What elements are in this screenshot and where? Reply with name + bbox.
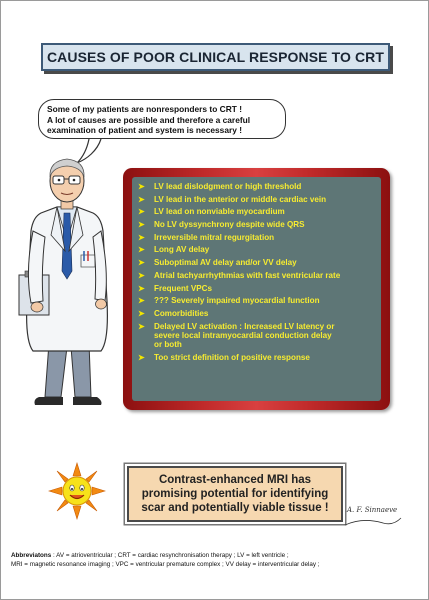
cause-item <box>138 195 375 205</box>
speech-bubble <box>38 99 286 139</box>
cause-text: Long AV delay <box>154 245 210 255</box>
arrow-icon: ➤ <box>138 283 145 293</box>
arrow-icon: ➤ <box>138 258 145 268</box>
abbreviations-note <box>11 552 421 569</box>
abbreviations-line-1: Abbreviatons : AV = atrioventricular ; CRT = cardiac resynchronisation therapy ; LV = left ventricle ; <box>11 552 289 559</box>
cause-item <box>138 353 375 363</box>
mri-note-text: Contrast-enhanced MRI has promising potential for identifying scar and potentially viable tissue ! <box>141 474 329 514</box>
cause-item <box>138 322 375 350</box>
cause-text: Irreversible mitral regurgitation <box>154 232 275 242</box>
cause-text: LV lead in the anterior or middle cardiac vein <box>154 194 327 204</box>
author-signature: A. F. Sinnaeve <box>347 506 398 514</box>
arrow-icon: ➤ <box>138 207 145 217</box>
arrow-icon: ➤ <box>138 296 145 306</box>
cause-item <box>138 258 375 268</box>
causes-panel-inner <box>132 177 381 401</box>
cause-text: Atrial tachyarrhythmias with fast ventricular rate <box>154 270 341 280</box>
abbreviations-label: Abbreviatons <box>11 552 52 559</box>
cause-item <box>138 309 375 319</box>
doctor-illustration <box>11 151 131 416</box>
cause-text: Frequent VPCs <box>154 283 213 293</box>
arrow-icon: ➤ <box>138 308 145 318</box>
causes-panel <box>123 168 390 410</box>
cause-text: Delayed LV activation : Increased LV latency or severe local intramyocardial conduction delay or both <box>154 321 335 350</box>
abbreviations-line-2: MRI = magnetic resonance imaging ; VPC = ventricular premature complex ; VV delay = interventricular delay ; <box>11 560 320 568</box>
cause-item <box>138 271 375 281</box>
cause-text: Comorbidities <box>154 308 209 318</box>
cause-item <box>138 296 375 306</box>
cause-item <box>138 182 375 192</box>
signature-flourish <box>343 515 403 529</box>
speech-bubble-text: Some of my patients are nonresponders to CRT ! A lot of causes are possible and therefore a careful examination of patient and system is necessary ! <box>47 104 251 136</box>
cause-item <box>138 207 375 217</box>
cause-text: ??? Severely impaired myocardial function <box>154 296 320 306</box>
cause-item <box>138 220 375 230</box>
cause-item <box>138 284 375 294</box>
arrow-icon: ➤ <box>138 245 145 255</box>
cause-item <box>138 245 375 255</box>
smiling-sun-icon <box>48 462 106 520</box>
title-box <box>41 43 390 71</box>
arrow-icon: ➤ <box>138 182 145 191</box>
cause-text: LV lead on nonviable myocardium <box>154 207 285 217</box>
arrow-icon: ➤ <box>138 321 145 331</box>
slide-title: CAUSES OF POOR CLINICAL RESPONSE TO CRT <box>46 49 385 65</box>
arrow-icon: ➤ <box>138 270 145 280</box>
cause-text: Too strict definition of positive response <box>154 352 310 362</box>
cause-text: No LV dyssynchrony despite wide QRS <box>154 220 305 230</box>
causes-list <box>138 182 375 362</box>
mri-note-box <box>127 466 343 522</box>
cause-item <box>138 233 375 243</box>
arrow-icon: ➤ <box>138 220 145 230</box>
cause-text: Suboptimal AV delay and/or VV delay <box>154 258 297 268</box>
arrow-icon: ➤ <box>138 352 145 362</box>
cause-text: LV lead dislodgment or high threshold <box>154 182 302 191</box>
arrow-icon: ➤ <box>138 194 145 204</box>
arrow-icon: ➤ <box>138 232 145 242</box>
